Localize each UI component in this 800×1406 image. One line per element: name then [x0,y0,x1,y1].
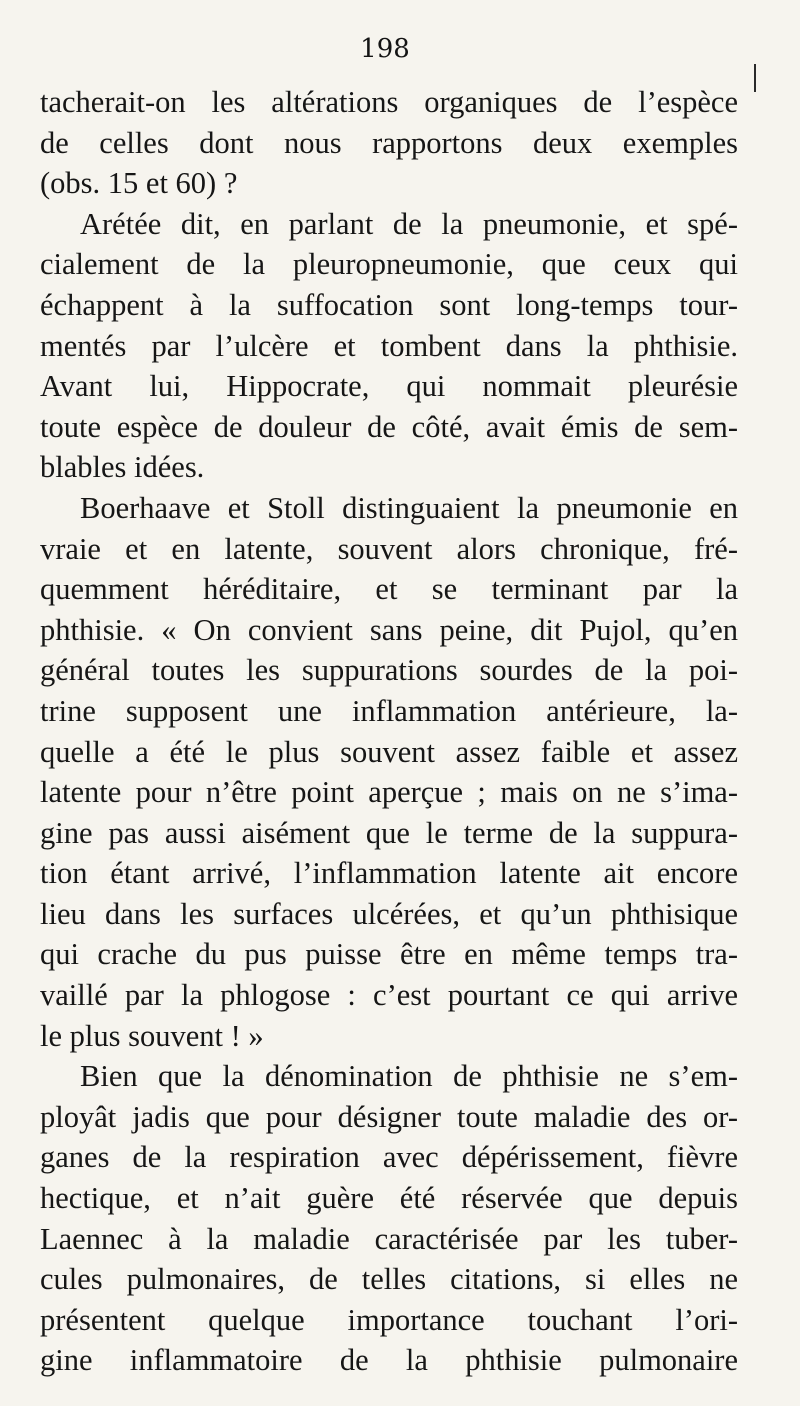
text-line: mentés par l’ulcère et tombent dans la phthisie. [40,328,738,363]
text-line: Laennec à la maladie caractérisée par les tuber- [40,1221,738,1256]
text-line: (obs. 15 et 60) ? [40,166,238,201]
text-line: de celles dont nous rapportons deux exemples [40,125,738,160]
text-line: toute espèce de douleur de côté, avait émis de sem- [40,409,738,444]
text-line: ployât jadis que pour désigner toute maladie des or- [40,1099,738,1134]
text-line: qui crache du pus puisse être en même temps tra- [40,937,738,972]
text-line: blables idées. [40,450,205,485]
text-line: lieu dans les surfaces ulcérées, et qu’un phthisique [40,896,738,931]
text-line: présentent quelque importance touchant l’ori- [40,1302,738,1337]
text-line: échappent à la suffocation sont long-temps tour- [40,287,738,322]
text-line: cialement de la pleuropneumonie, que ceux qui [40,247,738,282]
text-line: Boerhaave et Stoll distinguaient la pneumonie en [80,490,738,525]
text-line: phthisie. « On convient sans peine, dit Pujol, qu’en [40,612,738,647]
text-line: quelle a été le plus souvent assez faible et assez [40,734,738,769]
text-line: général toutes les suppurations sourdes de la poi- [40,653,738,688]
text-line: hectique, et n’ait guère été réservée que depuis [40,1181,738,1216]
text-line: vraie et en latente, souvent alors chronique, fré- [40,531,738,566]
text-line: tion étant arrivé, l’inflammation latente ait encore [40,856,738,891]
text-line: gine inflammatoire de la phthisie pulmonaire [40,1343,738,1378]
text-line: quemment héréditaire, et se terminant par la [40,572,738,607]
text-line: le plus souvent ! » [40,1018,264,1053]
text-line: cules pulmonaires, de telles citations, si elles ne [40,1262,738,1297]
text-line: Arétée dit, en parlant de la pneumonie, et spé- [80,206,738,241]
text-line: tacherait-on les altérations organiques de l’espèce [40,85,738,119]
text-line: vaillé par la phlogose : c’est pourtant ce qui arrive [40,978,738,1013]
text-line: trine supposent une inflammation antérieure, la- [40,693,738,728]
body-text [40,82,738,1381]
margin-mark [754,64,756,92]
text-line: Avant lui, Hippocrate, qui nommait pleurésie [40,369,738,404]
text-line: Bien que la dénomination de phthisie ne s’em- [80,1059,738,1094]
text-line: ganes de la respiration avec dépérissement, fièvre [40,1140,738,1175]
text-line: gine pas aussi aisément que le terme de la suppura- [40,815,738,850]
page-number: 198 [360,34,410,64]
text-line: latente pour n’être point aperçue ; mais on ne s’ima- [40,775,738,810]
